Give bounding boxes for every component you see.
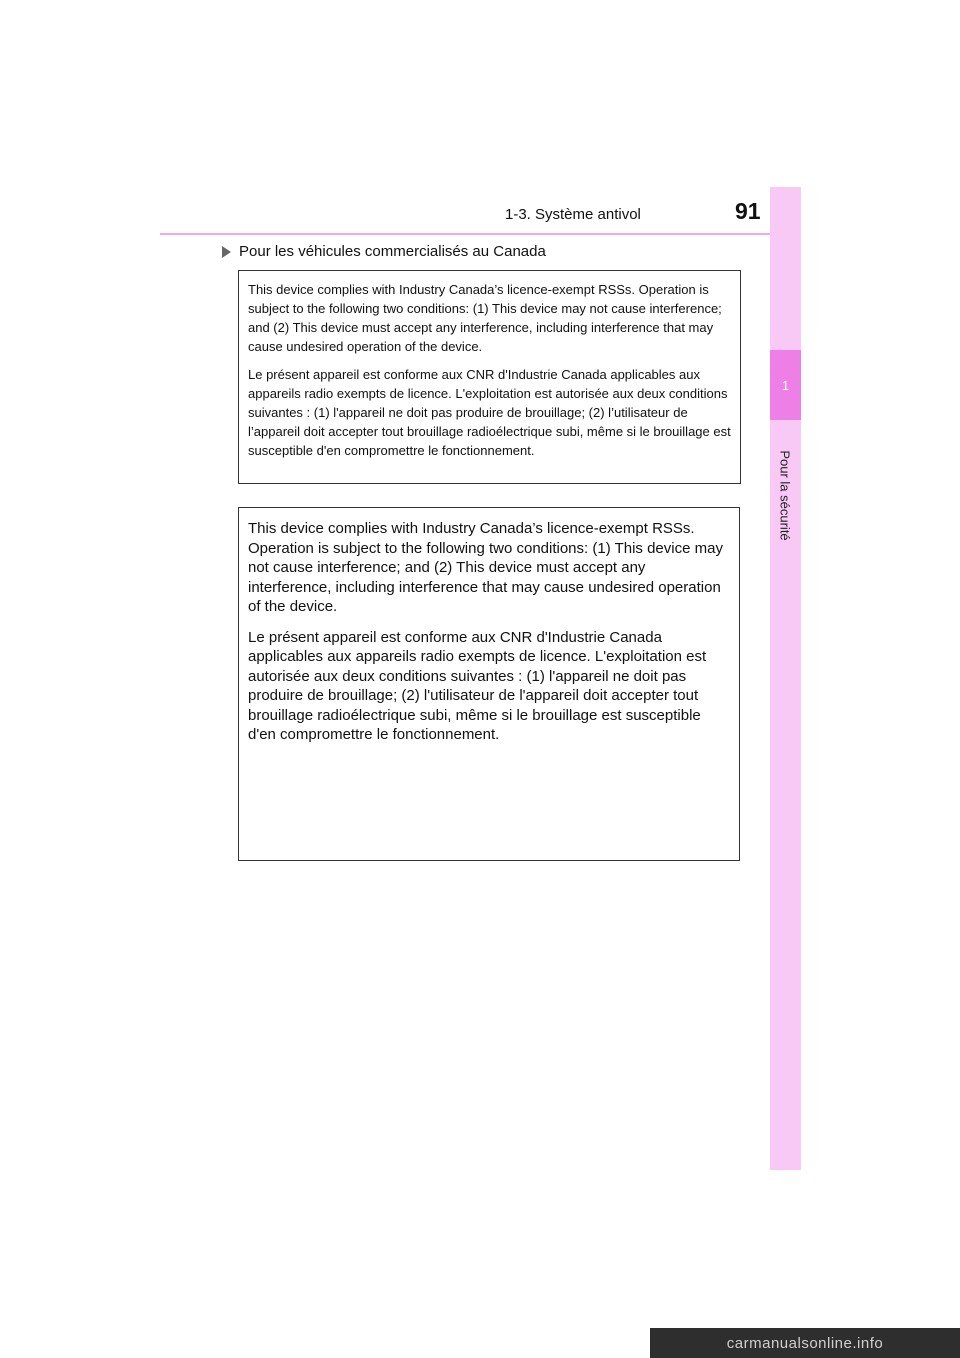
compliance-label-box-1 xyxy=(238,270,741,484)
side-tab xyxy=(770,187,801,1170)
chapter-number: 1 xyxy=(781,377,790,393)
chapter-label-text: Pour la sécurité xyxy=(778,449,794,541)
arrow-right-icon xyxy=(222,246,231,258)
label-1-english-text: This device complies with Industry Canada’s licence-exempt RSSs. Operation is subject to the following two conditions: (1) This device may not cause interference; and (2) This device must accept any interference, including interference that may cause undesired operation of the device. xyxy=(248,282,722,354)
label-2-french-text: Le présent appareil est conforme aux CNR d'Industrie Canada applicables aux appareils radio exempts de licence. L'exploitation est autorisée aux deux conditions suivantes : (1) l'appareil ne doit pas produire de brouillage; (2) l'utilisateur de l'appareil doit accepter tout brouillage radioélectrique subi, même si le brouillage est susceptible d'en compromettre le fonctionnement. xyxy=(248,628,707,743)
label-2-english-text: This device complies with Industry Canada’s licence-exempt RSSs. Operation is subject to the following two conditions: (1) This device may not cause interference; and (2) This device must accept any interference, including interference that may cause undesired operation of the device. xyxy=(248,520,723,615)
label-1-french-text: Le présent appareil est conforme aux CNR d'Industrie Canada applicables aux appareils radio exempts de licence. L'exploitation est autorisée aux deux conditions suivantes : (1) l'appareil ne doit pas produire de brouillage; (2) l’utilisateur de l’appareil doit accepter tout brouillage radioélectrique subi, même si le brouillage est susceptible d'en compromettre le fonctionnement. xyxy=(248,367,731,458)
footer-watermark-text: carmanualsonline.info xyxy=(726,1334,884,1352)
footer-watermark xyxy=(650,1328,960,1358)
section-title-text: Pour les véhicules commercialisés au Canada xyxy=(239,243,546,260)
header-section-title: 1-3. Système antivol xyxy=(505,206,641,223)
chapter-tab xyxy=(770,350,801,420)
header-rule xyxy=(160,233,800,235)
page-number: 91 xyxy=(735,198,761,224)
section-title xyxy=(222,243,546,260)
chapter-label xyxy=(770,430,801,560)
compliance-label-box-2 xyxy=(238,507,740,861)
